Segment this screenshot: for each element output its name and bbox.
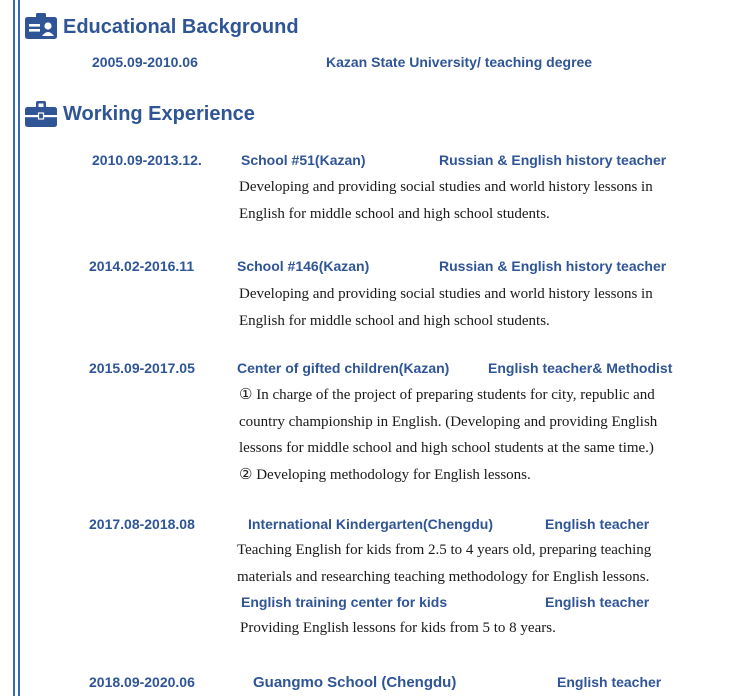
- work-sub-role-4: English teacher: [545, 594, 650, 610]
- left-border-line-inner: [18, 0, 20, 696]
- desc-line: ① In charge of the project of preparing students for city, republic and: [239, 387, 655, 403]
- desc-line: Providing English lessons for kids from 5 to 8 years.: [240, 620, 556, 636]
- education-institution: Kazan State University/ teaching degree: [326, 54, 593, 70]
- left-border-line: [13, 0, 15, 696]
- desc-line: country championship in English. (Developing and providing English: [239, 413, 658, 430]
- work-place-3: Center of gifted children(Kazan): [237, 360, 450, 376]
- desc-line: lessons for middle school and high school students at the same time.): [239, 440, 654, 456]
- work-role-3: English teacher& Methodist: [488, 360, 673, 376]
- work-role-4: English teacher: [545, 516, 650, 532]
- desc-line: Teaching English for kids from 2.5 to 4 years old, preparing teaching: [237, 542, 652, 558]
- work-sub-desc-4: [240, 615, 720, 642]
- desc-line: Developing and providing social studies and world history lessons in: [239, 179, 653, 195]
- id-card-icon: [25, 13, 57, 39]
- briefcase-icon: [25, 100, 57, 128]
- work-desc-1: [239, 174, 719, 227]
- education-heading: Educational Background: [63, 16, 299, 38]
- desc-line: English for middle school and high school students.: [239, 312, 550, 329]
- work-desc-4: [237, 537, 717, 590]
- work-heading: Working Experience: [63, 103, 255, 125]
- work-date-1: 2010.09-2013.12.: [92, 152, 202, 168]
- desc-line: Developing and providing social studies and world history lessons in: [239, 286, 653, 302]
- work-date-5: 2018.09-2020.06: [89, 674, 195, 690]
- desc-line: English for middle school and high school students.: [239, 205, 550, 222]
- work-place-4: International Kindergarten(Chengdu): [248, 516, 493, 532]
- work-sub-place-4: English training center for kids: [241, 594, 448, 610]
- work-desc-3: [239, 382, 719, 488]
- work-date-2: 2014.02-2016.11: [89, 258, 195, 274]
- work-place-1: School #51(Kazan): [241, 152, 366, 168]
- work-role-5: English teacher: [557, 674, 662, 690]
- work-role-2: Russian & English history teacher: [439, 258, 667, 274]
- work-date-4: 2017.08-2018.08: [89, 516, 195, 532]
- desc-line: materials and researching teaching methodology for English lessons.: [237, 568, 650, 585]
- work-date-3: 2015.09-2017.05: [89, 360, 195, 376]
- desc-line: ② Developing methodology for English lessons.: [239, 466, 531, 483]
- work-place-2: School #146(Kazan): [237, 258, 370, 274]
- education-date: 2005.09-2010.06: [92, 54, 198, 70]
- work-desc-2: [239, 281, 719, 334]
- work-role-1: Russian & English history teacher: [439, 152, 667, 168]
- work-place-5: Guangmo School (Chengdu): [253, 674, 457, 691]
